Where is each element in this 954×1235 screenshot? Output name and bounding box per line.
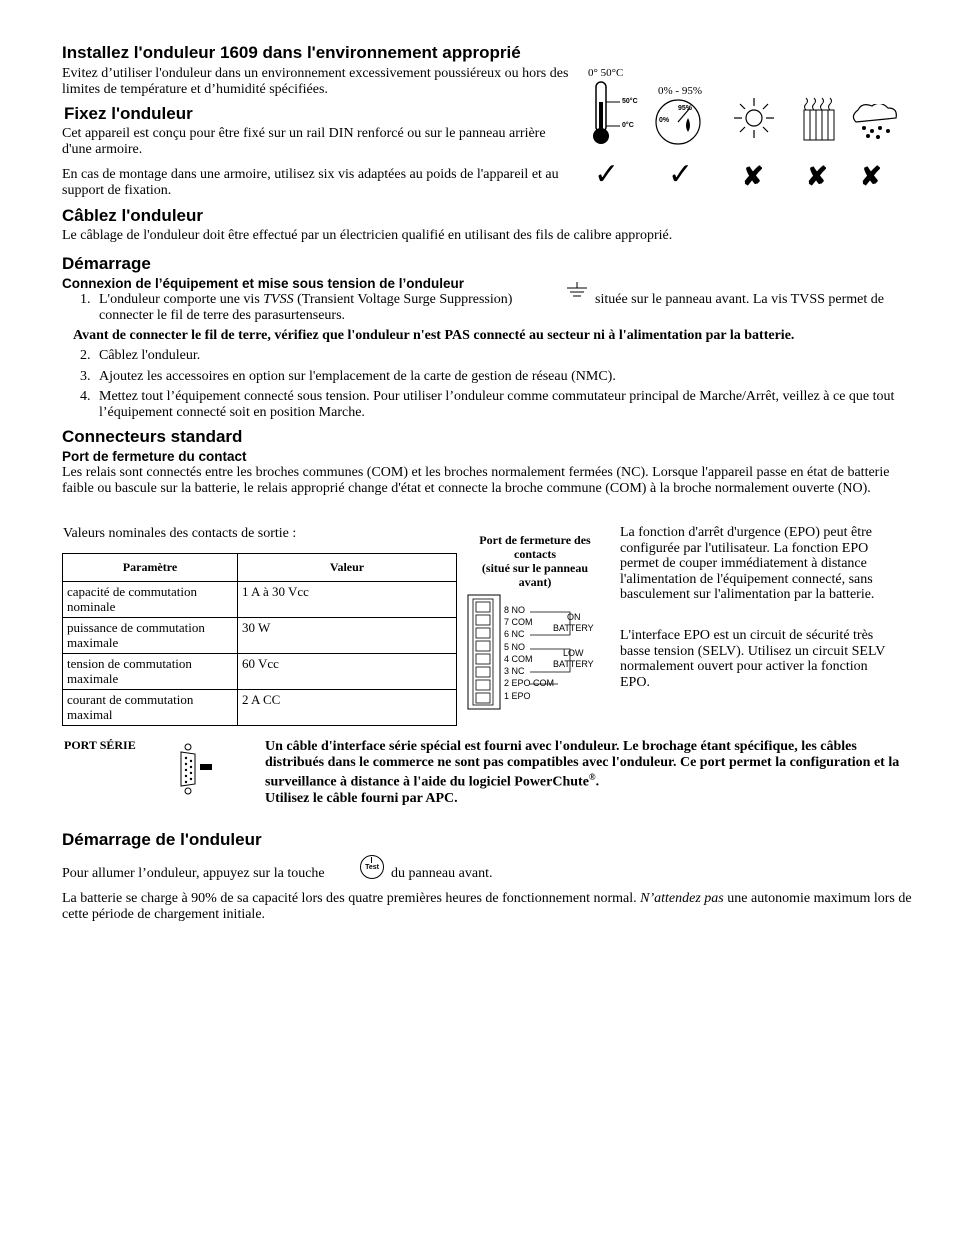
test-button-icon xyxy=(360,855,384,879)
startup-warning: Avant de connecter le fil de terre, vérifiez que l'onduleur n'est PAS connecté au secteur ni à l'alimentation par la batterie. xyxy=(73,328,795,343)
step-3-text: Ajoutez les accessoires en option sur l'emplacement de la carte de gestion de réseau (NMC). xyxy=(99,369,616,384)
table-header-parameter: Paramètre xyxy=(63,554,238,582)
step-1-part-b: (Transient Voltage Surge Suppression) xyxy=(293,292,513,307)
on-battery-label-2: BATTERY xyxy=(553,623,594,633)
fix-text-2: En cas de montage dans une armoire, utilisez six vis adaptées au poids de l'appareil et au support de fixation. xyxy=(62,167,559,198)
low-battery-label-1: LOW xyxy=(563,648,584,658)
rain-cloud-icon xyxy=(850,104,900,140)
humidity-range: 0% - 95% xyxy=(658,85,702,97)
table-header-value: Valeur xyxy=(238,554,457,582)
serial-text-1-end: . xyxy=(595,774,600,790)
table-row xyxy=(63,690,457,726)
pin-6: 6 NC xyxy=(504,629,525,639)
fix-text-1: Cet appareil est conçu pour être fixé sur un rail DIN renforcé ou sur le panneau arrière d'une armoire. xyxy=(62,126,546,157)
test-button-label: Test xyxy=(365,864,379,871)
connectors-text: Les relais sont connectés entre les broches communes (COM) et les broches normalement fermées (NC). Lorsque l'appareil passe en état de batterie faible ou bascule sur la batterie, le relais approprié change d'état et connecte la broche commune (COM) à la broche normalement ouverte (NO). xyxy=(62,465,890,496)
serial-port-label: PORT SÉRIE xyxy=(64,738,136,752)
port-caption-line-1: Port de fermeture des contacts xyxy=(479,533,591,561)
check-icon: ✓ xyxy=(594,158,620,191)
registered-mark: ® xyxy=(588,772,596,782)
table-row xyxy=(63,654,457,690)
pin-8: 8 NO xyxy=(504,605,526,615)
serial-text-1-body: Un câble d'interface série spécial est fourni avec l'onduleur. Le brochage étant spécifique, les câbles distribués dans le commerce ne sont pas compatibles avec l'onduleur. Ce port permet la configuration et la surveillance à distance à l'aide du logiciel PowerChute xyxy=(265,739,900,790)
humidity-high-label: 95% xyxy=(678,105,693,112)
pin-4: 4 COM xyxy=(504,654,533,664)
pin-2: 2 EPO COM xyxy=(504,678,555,688)
temp-high-label: 50°C xyxy=(622,98,638,105)
humidity-low-label: 0% xyxy=(659,117,670,124)
step-4-number: 4. xyxy=(80,389,91,404)
fix-title: Fixez l'onduleur xyxy=(64,104,193,123)
radiator-icon xyxy=(800,96,840,144)
contact-port-connector-icon xyxy=(467,594,501,710)
cross-icon: ✘ xyxy=(742,162,764,191)
table-cell: capacité de commutation nominale xyxy=(63,582,238,618)
connectors-title: Connecteurs standard xyxy=(62,427,243,446)
tvss-term: TVSS xyxy=(263,292,294,307)
pin-3: 3 NC xyxy=(504,666,525,676)
check-icon: ✓ xyxy=(668,158,694,191)
port-caption xyxy=(467,533,603,589)
step-1-part-a: L'onduleur comporte une vis xyxy=(99,292,264,307)
temperature-range: 0° 50°C xyxy=(588,67,624,79)
serial-text-2: Utilisez le câble fourni par APC. xyxy=(265,791,458,806)
ups-start-text-2-emphasis: N’attendez pas xyxy=(640,891,724,906)
table-cell: courant de commutation maximal xyxy=(63,690,238,726)
serial-text-1 xyxy=(265,739,905,790)
install-title: Installez l'onduleur 1609 dans l'environnement approprié xyxy=(62,43,521,62)
pin-5: 5 NO xyxy=(504,642,526,652)
sun-icon xyxy=(734,96,774,142)
table-cell: puissance de commutation maximale xyxy=(63,618,238,654)
ratings-table xyxy=(62,553,457,726)
thermometer-icon xyxy=(590,80,640,146)
startup-subtitle: Connexion de l’équipement et mise sous tension de l’onduleur xyxy=(62,276,465,291)
epo-text-1: La fonction d'arrêt d'urgence (EPO) peut être configurée par l'utilisateur. La fonction EPO permet de couper immédiatement à distance l'alimentation de l'équipement connecté, sans basculement sur l'alimentation par la batterie. xyxy=(620,525,875,602)
table-cell: 1 A à 30 Vcc xyxy=(238,582,457,618)
startup-title: Démarrage xyxy=(62,254,151,273)
step-2-number: 2. xyxy=(80,348,91,363)
pin-1: 1 EPO xyxy=(504,691,531,701)
low-battery-label-2: BATTERY xyxy=(553,659,594,669)
epo-text-2: L'interface EPO est un circuit de sécurité très basse tension (SELV). Utilisez un circuit SELV normalement ouvert pour activer la fonction EPO. xyxy=(620,628,886,690)
ups-start-text-1b: du panneau avant. xyxy=(391,866,493,881)
step-1-number: 1. xyxy=(80,292,91,307)
db9-serial-port-icon xyxy=(178,742,214,796)
ups-start-title: Démarrage de l'onduleur xyxy=(62,830,262,849)
ups-start-text-2 xyxy=(62,891,912,922)
table-cell: 60 Vcc xyxy=(238,654,457,690)
environment-icons xyxy=(588,66,918,192)
install-text: Evitez d’utiliser l'onduleur dans un environnement excessivement poussiéreux ou hors des limites de température et d’humidité spécifiées. xyxy=(62,66,569,97)
table-row xyxy=(63,618,457,654)
table-header-row xyxy=(63,554,457,582)
table-cell: 30 W xyxy=(238,618,457,654)
step-1-text-c: située sur le panneau avant. La vis TVSS permet de connecter le fil de terre des parasurtenseurs. xyxy=(99,292,884,323)
cross-icon: ✘ xyxy=(806,162,828,191)
on-battery-label-1: ON xyxy=(567,612,581,622)
cable-text: Le câblage de l'onduleur doit être effectué par un électricien qualifié en utilisant des fils de calibre approprié. xyxy=(62,228,673,243)
step-4-text: Mettez tout l’équipement connecté sous tension. Pour utiliser l’onduleur comme commutateur principal de Marche/Arrêt, veillez à ce que tout l’équipement connecté soit en position Marche. xyxy=(99,389,895,420)
pin-7: 7 COM xyxy=(504,617,533,627)
table-cell: tension de commutation maximale xyxy=(63,654,238,690)
table-cell: 2 A CC xyxy=(238,690,457,726)
temp-low-label: 0°C xyxy=(622,122,634,129)
table-intro: Valeurs nominales des contacts de sortie : xyxy=(63,526,297,541)
step-3-number: 3. xyxy=(80,369,91,384)
ups-start-text-2b: une autonomie maximum lors de cette période de chargement initiale. xyxy=(62,891,912,922)
ups-start-text-1a: Pour allumer l’onduleur, appuyez sur la touche xyxy=(62,866,325,881)
cable-title: Câblez l'onduleur xyxy=(62,206,203,225)
ups-start-text-2a: La batterie se charge à 90% de sa capacité lors des quatre premières heures de fonctionnement normal. xyxy=(62,891,641,906)
table-row xyxy=(63,582,457,618)
cross-icon: ✘ xyxy=(860,162,882,191)
port-caption-line-2: (situé sur le panneau avant) xyxy=(481,561,589,589)
step-2-text: Câblez l'onduleur. xyxy=(99,348,201,363)
connectors-subtitle: Port de fermeture du contact xyxy=(62,449,247,464)
